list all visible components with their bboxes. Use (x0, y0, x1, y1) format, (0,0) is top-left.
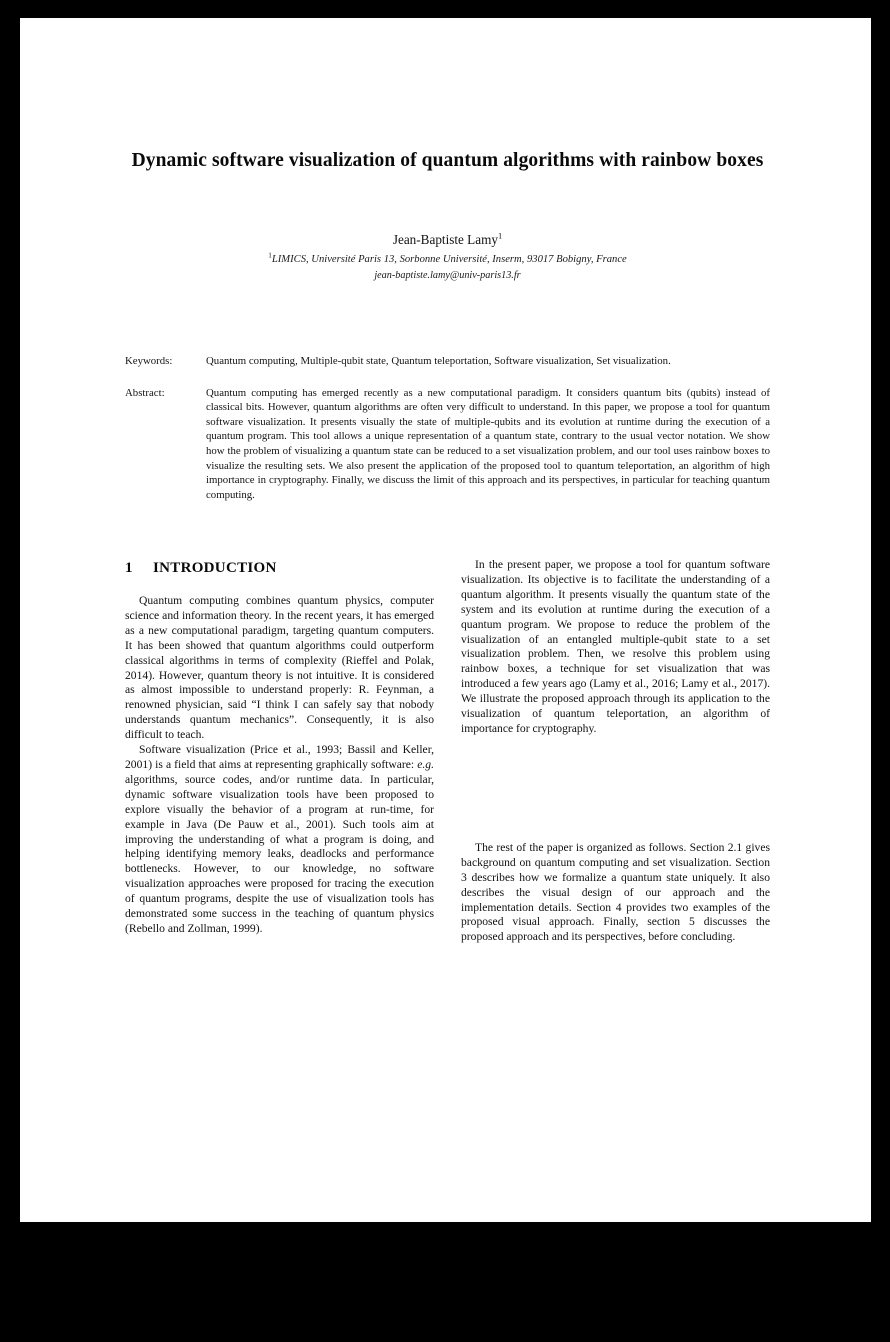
author-name (125, 231, 770, 248)
body-columns (125, 558, 770, 1118)
author-affiliation (125, 253, 770, 268)
left-column (125, 558, 434, 937)
affiliation-text: LIMICS, Université Paris 13, Sorbonne Université, Inserm, 93017 Bobigny, France (271, 254, 627, 265)
section-title: INTRODUCTION (153, 560, 277, 576)
right-column (461, 558, 770, 945)
meta-block (125, 354, 770, 502)
section-heading (125, 558, 434, 578)
keywords-label: Keywords: (125, 355, 173, 367)
paper-page (20, 18, 871, 1222)
paragraph: In the present paper, we propose a tool for quantum software visualization. Its objective is to facilitate the understanding of a quantum algorithm. It presents visually the quantum state of the system and its evolution at runtime during the execution of a quantum program. We propose to reduce the problem of the visualization of an entangled multiple-qubit state to a set visualization problem. Then, we resolve this problem using rainbow boxes, a technique for set visualization that was introduced a few years ago (Lamy et al., 2016; Lamy et al., 2017). We illustrate the proposed approach through its application to the visualization of quantum teleportation, an algorithm of importance for cryptography. (461, 558, 770, 735)
keywords-text: Quantum computing, Multiple-qubit state, Quantum teleportation, Software visualization, Set visualization. (206, 355, 671, 367)
paragraph: The rest of the paper is organized as follows. Section 2.1 gives background on quantum computing and set visualization. Section 3 describes how we formalize a quantum state uniquely. It also describes the visual design of our approach and the implementation details. Section 4 provides two examples of the proposed visual approach. Finally, section 5 discusses the proposed approach and its perspectives, before concluding. (461, 840, 770, 944)
author-name-text: Jean-Baptiste Lamy (392, 232, 498, 247)
paragraph: Quantum computing combines quantum physics, computer science and information theory. In the recent years, it has emerged as a new computational paradigm, targeting quantum computers. It has been showed that quantum algorithms could outperform classical algorithms in terms of complexity (Rieffel and Polak, 2014). However, quantum theory is not intuitive. It is considered as almost impossible to understand properly: R. Feynman, a renowned physician, said “I think I can safely say that nobody understands quantum mechanics”. Consequently, it is also difficult to teach. (125, 594, 434, 742)
page-content (20, 18, 871, 1222)
affiliation-marker: 1 (268, 251, 272, 260)
title-block (125, 148, 770, 173)
italic-fragment: e.g. (417, 757, 434, 771)
author-affiliation-marker: 1 (497, 231, 503, 241)
page-title: Dynamic software visualization of quantum algorithms with rainbow boxes (131, 150, 764, 171)
abstract-text: Quantum computing has emerged recently as a new computational paradigm. It considers quantum bits (qubits) instead of classical bits. However, quantum algorithms are often very difficult to understand. In this paper, we propose a tool for quantum software visualization. It presents visually the state of multiple-qubits and its evolution at runtime during the execution of a quantum program. This tool allows a unique representation of a quantum state, contrary to the usual vector notation. We show how the problem of visualizing a quantum state can be reduced to a set visualization problem, and our tool uses rainbow boxes to visualize the resulting sets. We also present the application of the proposed tool to quantum teleportation, an algorithm of high importance in cryptography. Finally, we discuss the limit of this approach and its perspectives, in particular for teaching quantum computing. (206, 386, 770, 501)
abstract-label: Abstract: (125, 386, 165, 399)
author-email: jean-baptiste.lamy@univ-paris13.fr (374, 269, 521, 281)
paragraph: Software visualization (Price et al., 1993; Bassil and Keller, 2001) is a field that aims at representing graphically software: e.g. algorithms, source codes, and/or runtime data. In particular, dynamic software visualization tools have been proposed to explore visually the behavior of a program at run-time, for example in Java (De Pauw et al., 2001). Such tools aim at improving the understanding of what a program is doing, and helping identifying memory leaks, deadlocks and performance bottlenecks. However, to our knowledge, no software visualization approaches were proposed for tracing the execution of quantum programs, despite the use of visualization tools has demonstrated some success in the teaching of quantum physics (Rebello and Zollman, 1999). (125, 743, 434, 935)
keywords-row (125, 354, 770, 369)
section-number: 1 (125, 560, 133, 576)
abstract-row (125, 386, 770, 503)
author-block (125, 231, 770, 283)
column-spacer (461, 737, 770, 841)
